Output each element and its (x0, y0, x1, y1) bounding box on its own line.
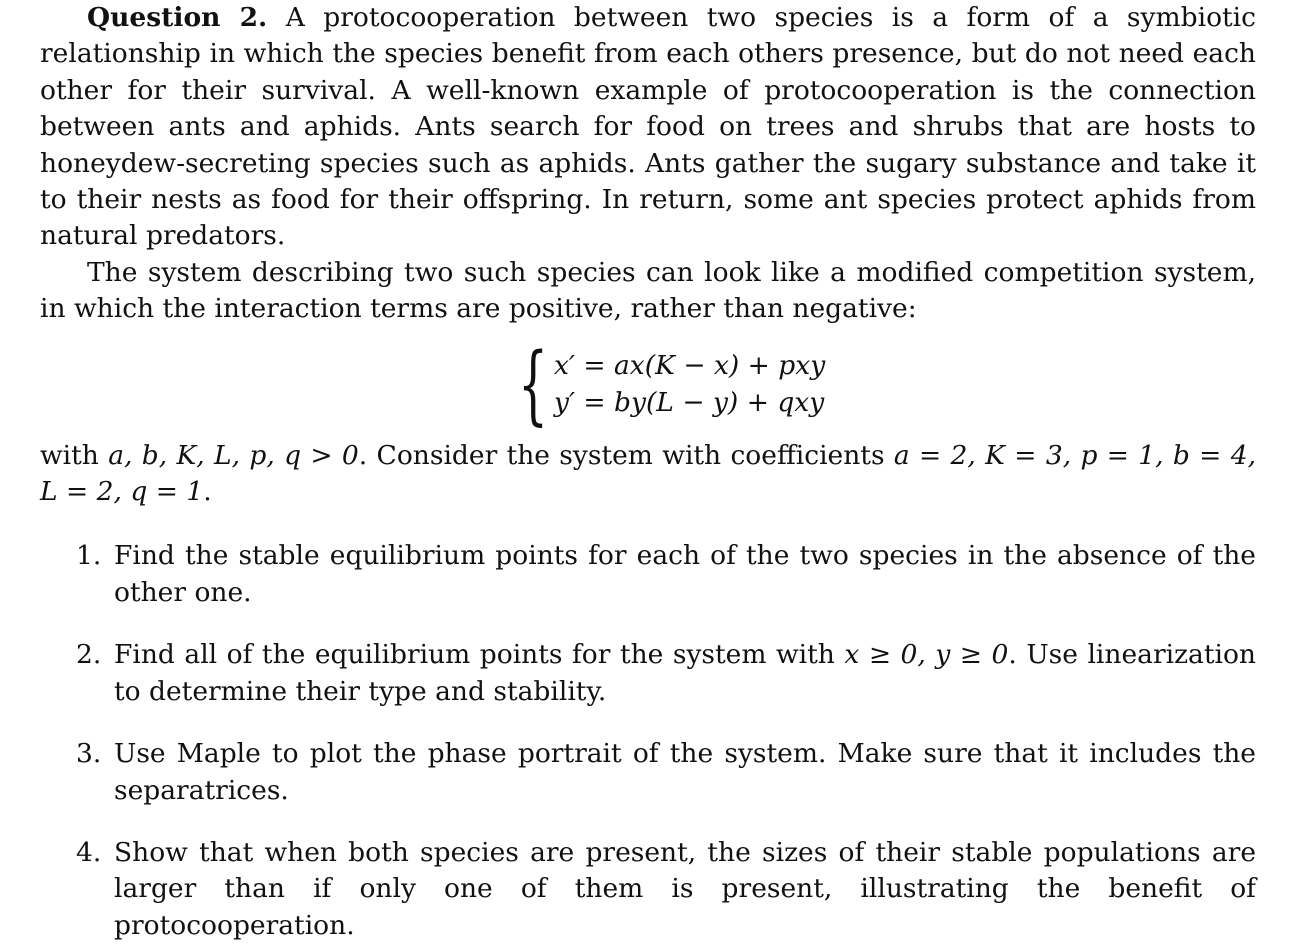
task-text-after: . Use linearization to determine their type and stability. (114, 639, 1256, 707)
coefficients: a = 2, K = 3, p = 1, b = 4, L = 2, q = 1 (40, 439, 1256, 508)
task-text: Find the stable equilibrium points for each of the two species in the absence of the other one. (114, 540, 1256, 608)
task-number: 2. (76, 639, 102, 671)
question-intro-text: A protocooperation between two species is a form of a symbiotic relationship in which the species benefit from each others presence, but do not need each other for their survival. A well-known example of protocooperation is the connection between ants and aphids. Ants search for food on trees and shrubs that are hosts to honeydew-secreting species such as aphids. Ants gather the sugary substance and take it to their nests as food for their offspring. In return, some ant species protect aphids from natural predators. (40, 2, 1256, 252)
question-label: Question 2. (87, 2, 268, 33)
task-item-2 (40, 637, 1256, 710)
equation-system (40, 328, 1256, 438)
conditions-mid: . Consider the system with coefficients (358, 439, 894, 471)
conditions-paragraph (40, 438, 1256, 511)
task-text: Show that when both species are present, the sizes of their stable populations are larger than if only one of them is present, illustrating the benefit of protocooperation. (114, 836, 1256, 941)
task-number: 3. (76, 738, 102, 770)
conditions-end: . (203, 476, 212, 508)
task-item-3 (40, 736, 1256, 809)
conditions-params: a, b, K, L, p, q > 0 (108, 439, 359, 471)
task-item-4 (40, 835, 1256, 944)
task-text: Use Maple to plot the phase portrait of the system. Make sure that it includes the separatrices. (114, 738, 1256, 806)
conditions-prefix: with (40, 439, 109, 471)
task-number: 4. (76, 836, 102, 868)
task-list (40, 538, 1256, 944)
task-text-before: Find all of the equilibrium points for the system with (114, 639, 845, 671)
task-condition: x ≥ 0, y ≥ 0 (844, 639, 1009, 671)
system-intro-paragraph: The system describing two such species can look like a modified competition system, in which the interaction terms are positive, rather than negative: (40, 256, 1256, 325)
task-number: 1. (76, 540, 102, 572)
question-intro-paragraph (40, 0, 1256, 255)
task-item-1 (40, 538, 1256, 611)
equation-x-prime: x′ = ax(K − x) + pxy (554, 349, 826, 381)
left-brace-symbol: { (518, 334, 549, 435)
equation-y-prime: y′ = by(L − y) + qxy (554, 386, 825, 418)
